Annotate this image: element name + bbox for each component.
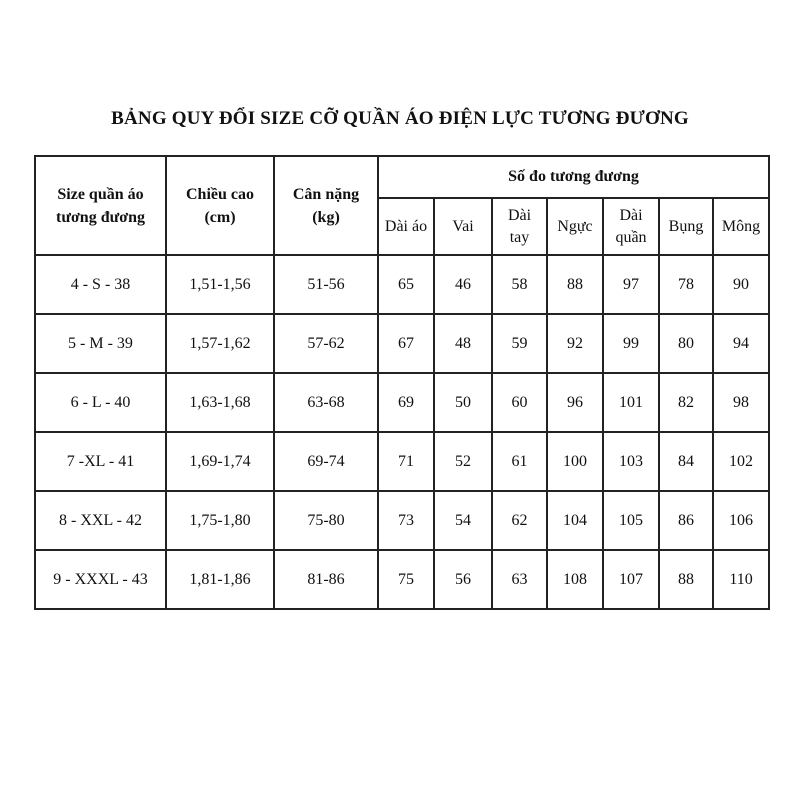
header-weight: Cân nặng (kg) (274, 156, 378, 255)
cell-size: 4 - S - 38 (35, 255, 166, 314)
subheader-shirt-length: Dài áo (378, 198, 434, 255)
cell-shirt-length: 69 (378, 373, 434, 432)
subheader-waist: Bụng (659, 198, 713, 255)
cell-weight: 75-80 (274, 491, 378, 550)
cell-height: 1,75-1,80 (166, 491, 274, 550)
subheader-shoulder: Vai (434, 198, 492, 255)
cell-waist: 84 (659, 432, 713, 491)
table-row (35, 491, 769, 550)
cell-pants-length: 101 (603, 373, 659, 432)
size-conversion-table (34, 155, 770, 610)
cell-waist: 86 (659, 491, 713, 550)
cell-shoulder: 56 (434, 550, 492, 609)
cell-hip: 98 (713, 373, 769, 432)
cell-chest: 108 (547, 550, 603, 609)
table-row (35, 550, 769, 609)
subheader-pants-length: Dài quần (603, 198, 659, 255)
cell-sleeve-length: 62 (492, 491, 547, 550)
cell-pants-length: 107 (603, 550, 659, 609)
table-row (35, 432, 769, 491)
header-measurements: Số đo tương đương (378, 156, 769, 198)
cell-sleeve-length: 61 (492, 432, 547, 491)
cell-pants-length: 105 (603, 491, 659, 550)
cell-size: 7 -XL - 41 (35, 432, 166, 491)
cell-hip: 110 (713, 550, 769, 609)
header-height: Chiều cao (cm) (166, 156, 274, 255)
cell-height: 1,69-1,74 (166, 432, 274, 491)
cell-shoulder: 46 (434, 255, 492, 314)
cell-sleeve-length: 59 (492, 314, 547, 373)
subheader-chest: Ngực (547, 198, 603, 255)
cell-weight: 51-56 (274, 255, 378, 314)
cell-sleeve-length: 60 (492, 373, 547, 432)
header-size: Size quần áo tương đương (35, 156, 166, 255)
cell-shirt-length: 67 (378, 314, 434, 373)
cell-size: 8 - XXL - 42 (35, 491, 166, 550)
cell-pants-length: 103 (603, 432, 659, 491)
cell-pants-length: 99 (603, 314, 659, 373)
cell-weight: 63-68 (274, 373, 378, 432)
cell-shirt-length: 71 (378, 432, 434, 491)
cell-waist: 82 (659, 373, 713, 432)
cell-height: 1,81-1,86 (166, 550, 274, 609)
cell-sleeve-length: 63 (492, 550, 547, 609)
cell-chest: 88 (547, 255, 603, 314)
table-row (35, 373, 769, 432)
page-title: BẢNG QUY ĐỔI SIZE CỠ QUẦN ÁO ĐIỆN LỰC TƯƠNG ĐƯƠNG (111, 108, 689, 129)
cell-waist: 88 (659, 550, 713, 609)
cell-size: 6 - L - 40 (35, 373, 166, 432)
cell-hip: 102 (713, 432, 769, 491)
cell-shoulder: 52 (434, 432, 492, 491)
table-row (35, 314, 769, 373)
cell-hip: 106 (713, 491, 769, 550)
cell-weight: 81-86 (274, 550, 378, 609)
table-row (35, 255, 769, 314)
cell-height: 1,57-1,62 (166, 314, 274, 373)
cell-height: 1,51-1,56 (166, 255, 274, 314)
cell-shoulder: 54 (434, 491, 492, 550)
cell-height: 1,63-1,68 (166, 373, 274, 432)
cell-size: 5 - M - 39 (35, 314, 166, 373)
cell-chest: 100 (547, 432, 603, 491)
cell-hip: 90 (713, 255, 769, 314)
cell-waist: 78 (659, 255, 713, 314)
cell-shirt-length: 75 (378, 550, 434, 609)
cell-shirt-length: 73 (378, 491, 434, 550)
cell-hip: 94 (713, 314, 769, 373)
cell-chest: 92 (547, 314, 603, 373)
subheader-hip: Mông (713, 198, 769, 255)
cell-pants-length: 97 (603, 255, 659, 314)
cell-size: 9 - XXXL - 43 (35, 550, 166, 609)
cell-chest: 96 (547, 373, 603, 432)
subheader-sleeve-length: Dài tay (492, 198, 547, 255)
cell-weight: 69-74 (274, 432, 378, 491)
cell-shirt-length: 65 (378, 255, 434, 314)
cell-shoulder: 50 (434, 373, 492, 432)
cell-chest: 104 (547, 491, 603, 550)
cell-sleeve-length: 58 (492, 255, 547, 314)
cell-waist: 80 (659, 314, 713, 373)
cell-shoulder: 48 (434, 314, 492, 373)
cell-weight: 57-62 (274, 314, 378, 373)
